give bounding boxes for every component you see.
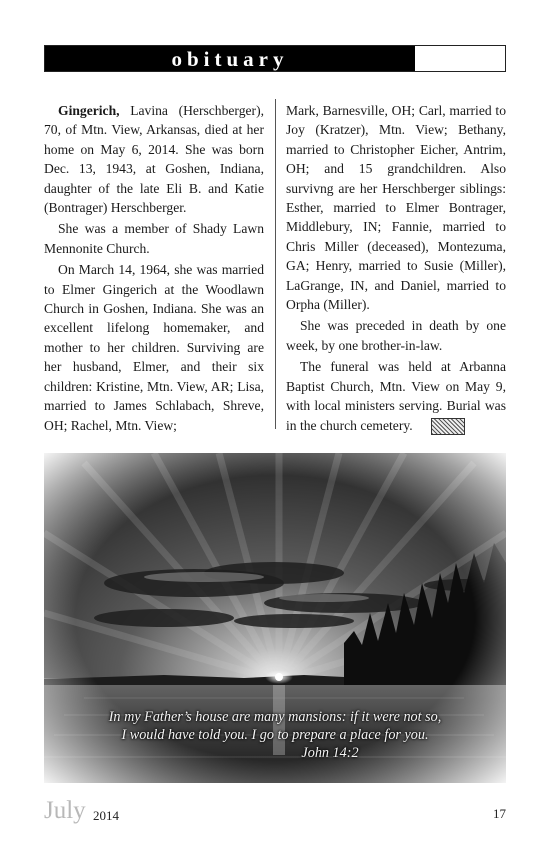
verse-reference: John 14:2 bbox=[301, 745, 359, 761]
obituary-paragraph bbox=[286, 357, 506, 435]
obituary-paragraph: She was a member of Shady Lawn Mennonite Church. bbox=[44, 221, 264, 256]
page-number: 17 bbox=[493, 806, 506, 821]
scripture-verse bbox=[44, 708, 506, 762]
verse-line: In my Father’s house are many mansions: if it were not so, bbox=[108, 709, 442, 725]
obituary-text: Lavina (Herschberger), 70, of Mtn. View, Arkansas, died at her home on May 6, 2014. She was born Dec. 13, 1943, at Goshen, Indiana, daughter of the late Eli B. and Katie (Bontrager) Herschberger. bbox=[44, 103, 264, 216]
issue-year: 2014 bbox=[93, 808, 119, 823]
obituary-column-left bbox=[44, 101, 264, 437]
obituary-text: The funeral was held at Arbanna Baptist Church, Mtn. View on May 9, with local ministers serving. Burial was in the church cemetery. bbox=[286, 359, 506, 433]
obituary-paragraph bbox=[44, 101, 264, 217]
section-header bbox=[44, 45, 506, 72]
obituary-paragraph: On March 14, 1964, she was married to Elmer Gingerich at the Woodlawn Church in Goshen, Indiana. She was an excellent lifelong homemaker, and mother to her children. Surviving are her husband, Elmer, and their six children: Kristine, Mtn. View, AR; Lisa, married to James Schlabach, Shreve, OH; Rachel, Mtn. View; bbox=[44, 262, 264, 433]
memorial-photo bbox=[44, 453, 506, 783]
verse-line: I would have told you. I go to prepare a place for you. bbox=[121, 727, 429, 743]
column-divider bbox=[275, 99, 276, 429]
deceased-name: Gingerich, bbox=[58, 103, 120, 118]
obituary-paragraph: She was preceded in death by one week, by one brother-in-law. bbox=[286, 318, 506, 353]
issue-month: July bbox=[44, 797, 86, 824]
section-title: obituary bbox=[45, 46, 415, 71]
end-mark-icon bbox=[431, 418, 465, 435]
obituary-column-right bbox=[286, 101, 506, 437]
obituary-paragraph: Mark, Barnesville, OH; Carl, married to Joy (Kratzer), Mtn. View; Bethany, married to Christopher Eicher, Antrim, OH; and 15 grandchildren. Also survivng are her Herschberger siblings: Esther, married to Elmer Bontrager, Middlebury, IN; Fannie, married to Chris Miller (deceased), Montezuma, GA; Henry, married to Susie (Miller), LaGrange, IN, and Daniel, married to Orpha (Miller). bbox=[286, 103, 506, 313]
